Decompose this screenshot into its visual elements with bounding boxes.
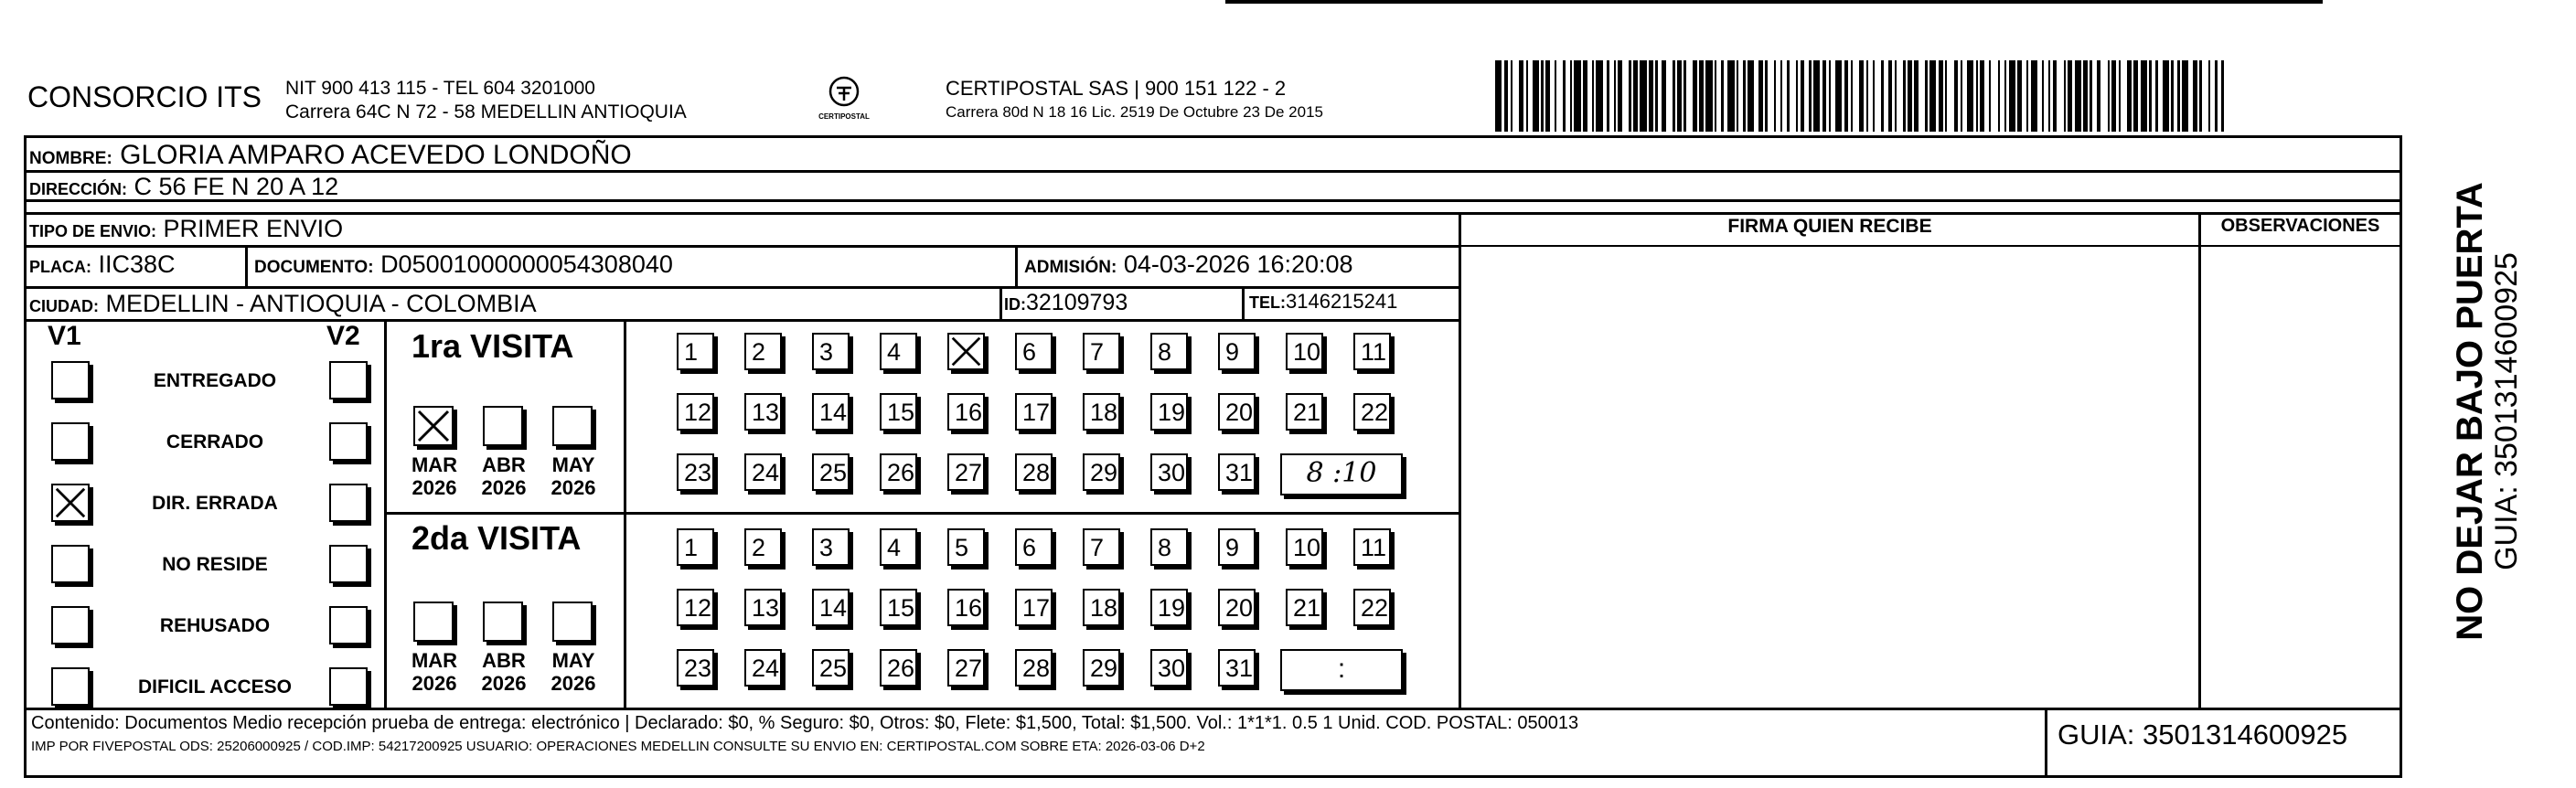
- day-box[interactable]: [947, 333, 985, 370]
- day-box[interactable]: 9: [1218, 333, 1256, 370]
- day-box[interactable]: 25: [812, 649, 850, 687]
- barcode-bar: [1673, 60, 1674, 132]
- barcode-bar: [1570, 60, 1572, 132]
- barcode-bar: [1596, 60, 1602, 132]
- day-box[interactable]: 13: [744, 393, 782, 431]
- day-box[interactable]: 28: [1015, 453, 1053, 491]
- day-box[interactable]: 6: [1015, 333, 1053, 370]
- day-box[interactable]: 19: [1150, 393, 1188, 431]
- barcode-bar: [2221, 60, 2223, 132]
- form-top-border: [24, 135, 2402, 138]
- footer-guia-divider: [2045, 708, 2047, 777]
- firma-area[interactable]: [1463, 249, 2195, 704]
- month-year: 2026: [412, 476, 457, 499]
- barcode-bar: [1721, 60, 1723, 132]
- visit-divider: [384, 512, 1459, 515]
- month-year: 2026: [481, 672, 527, 695]
- day-box[interactable]: 12: [677, 393, 714, 431]
- barcode-bar: [1925, 60, 1927, 132]
- day-box[interactable]: 22: [1353, 393, 1391, 431]
- direccion-label: DIRECCIÓN:: [29, 180, 127, 198]
- direccion-row: [29, 173, 338, 203]
- day-box[interactable]: 30: [1150, 649, 1188, 687]
- day-box[interactable]: 18: [1083, 393, 1120, 431]
- day-box[interactable]: 27: [947, 649, 985, 687]
- barcode-bar: [1607, 60, 1609, 132]
- observaciones-label: OBSERVACIONES: [2220, 216, 2380, 236]
- barcode-bar: [1866, 60, 1868, 132]
- side-line1: NO DEJAR BAJO PUERTA: [2450, 182, 2490, 641]
- month-label: [474, 649, 534, 695]
- time-field[interactable]: [1280, 453, 1403, 495]
- barcode-bar: [1592, 60, 1594, 132]
- day-box[interactable]: 21: [1286, 393, 1323, 431]
- barcode-bar: [1829, 60, 1831, 132]
- certipostal-logo: [812, 73, 876, 128]
- company-info-line2: Carrera 64C N 72 - 58 MEDELLIN ANTIOQUIA: [285, 101, 687, 122]
- day-box[interactable]: 11: [1353, 333, 1391, 370]
- day-box[interactable]: 31: [1218, 649, 1256, 687]
- carrier-info-line2: Carrera 80d N 18 16 Lic. 2519 De Octubre 23 De 2015: [946, 103, 1323, 121]
- day-box[interactable]: 29: [1083, 649, 1120, 687]
- time-value: 8 :10: [1306, 457, 1377, 489]
- x-mark: [949, 335, 983, 368]
- day-box[interactable]: 22: [1353, 589, 1391, 626]
- month-name: MAR: [411, 649, 458, 672]
- day-box[interactable]: 11: [1353, 528, 1391, 566]
- tipo-label: TIPO DE ENVIO:: [29, 222, 157, 240]
- barcode-bar: [1765, 60, 1767, 132]
- barcode-bar: [1541, 60, 1543, 132]
- barcode-bar: [1989, 60, 1991, 132]
- month-checkbox[interactable]: [483, 406, 523, 446]
- carrier-info-line1: CERTIPOSTAL SAS | 900 151 122 - 2: [946, 77, 1287, 100]
- carrier-info: [946, 77, 1323, 124]
- footer-line1: Contenido: Documentos Medio recepción prueba de entrega: electrónico | Declarado: $0, % Seguro: $0, Otros: $0, Flete: $1,500, Total: $1,500. Vol.: 1*1*1. 0.5 1 Unid. COD. POSTAL: 050013: [31, 713, 1579, 733]
- v2-checkbox[interactable]: [329, 667, 368, 706]
- month-name: ABR: [482, 649, 526, 672]
- barcode-bar: [1998, 60, 2000, 132]
- barcode-bar: [1705, 60, 1712, 132]
- barcode-bar: [2075, 60, 2081, 132]
- month-name: MAY: [551, 453, 595, 476]
- day-box[interactable]: 6: [1015, 528, 1053, 566]
- day-box[interactable]: 3: [812, 333, 850, 370]
- day-box[interactable]: 15: [880, 589, 917, 626]
- barcode-bar: [1614, 60, 1616, 132]
- barcode-bar: [2193, 60, 2197, 132]
- barcode-bar: [1519, 60, 1523, 132]
- day-box[interactable]: 14: [812, 589, 850, 626]
- day-box[interactable]: 7: [1083, 333, 1120, 370]
- side-line2: GUIA: 3501314600925: [2489, 252, 2524, 570]
- barcode-bar: [2042, 60, 2044, 132]
- day-box[interactable]: 4: [880, 528, 917, 566]
- barcode-bar: [1967, 60, 1973, 132]
- month-year: 2026: [550, 672, 596, 695]
- admision-value: 04-03-2026 16:20:08: [1123, 250, 1353, 278]
- day-box[interactable]: 19: [1150, 589, 1188, 626]
- ciudad-field: [29, 290, 537, 318]
- v2-label: V2: [326, 321, 360, 351]
- v1-checkbox[interactable]: [51, 606, 90, 644]
- barcode-bar: [2119, 60, 2121, 132]
- v1-checkbox[interactable]: [51, 361, 90, 399]
- admision-divider: [1015, 247, 1018, 288]
- barcode-bar: [1699, 60, 1704, 132]
- barcode-bar: [2133, 60, 2138, 132]
- barcode-bar: [1895, 60, 1897, 132]
- barcode: [1495, 60, 2222, 132]
- company-info-line1: NIT 900 413 115 - TEL 604 3201000: [285, 78, 595, 99]
- barcode-bar: [1961, 60, 1962, 132]
- barcode-bar: [1976, 60, 1978, 132]
- month-checkbox[interactable]: [413, 406, 454, 446]
- barcode-bar: [1774, 60, 1776, 132]
- nombre-value: GLORIA AMPARO ACEVEDO LONDOÑO: [120, 140, 632, 170]
- barcode-bar: [1715, 60, 1716, 132]
- logo-text: CERTIPOSTAL: [818, 112, 870, 121]
- day-box[interactable]: 20: [1218, 589, 1256, 626]
- day-box[interactable]: 4: [880, 333, 917, 370]
- ciudad-label: CIUDAD:: [29, 297, 99, 315]
- tipo-value: PRIMER ENVIO: [163, 215, 344, 242]
- status-label: CERRADO: [166, 431, 264, 453]
- nombre-label: NOMBRE:: [29, 149, 112, 168]
- barcode-bar: [1748, 60, 1754, 132]
- day-box[interactable]: 8: [1150, 528, 1188, 566]
- barcode-bar: [1822, 60, 1827, 132]
- v2-checkbox[interactable]: [329, 422, 368, 461]
- day-box[interactable]: 2: [744, 528, 782, 566]
- day-box[interactable]: 27: [947, 453, 985, 491]
- barcode-bar: [2064, 60, 2066, 132]
- barcode-bar: [1583, 60, 1587, 132]
- barcode-bar: [2208, 60, 2210, 132]
- day-box[interactable]: 9: [1218, 528, 1256, 566]
- month-name: MAY: [551, 649, 595, 672]
- barcode-bar: [1504, 60, 1509, 132]
- barcode-bar: [2097, 60, 2101, 132]
- placa-label: PLACA:: [29, 258, 91, 276]
- barcode-bar: [1835, 60, 1842, 132]
- barcode-bar: [1655, 60, 1657, 132]
- v1-checkbox[interactable]: [51, 422, 90, 461]
- barcode-bar: [2155, 60, 2157, 132]
- firma-label: FIRMA QUIEN RECIBE: [1727, 216, 1932, 237]
- day-box[interactable]: 25: [812, 453, 850, 491]
- time-value: :: [1337, 654, 1346, 684]
- form-left-border: [24, 137, 27, 777]
- day-box[interactable]: 31: [1218, 453, 1256, 491]
- month-column-border: [624, 321, 626, 708]
- month-name: MAR: [411, 453, 458, 476]
- signature-header-line: [1461, 245, 2400, 247]
- barcode-bar: [1844, 60, 1849, 132]
- barcode-bar: [1555, 60, 1556, 132]
- month-checkbox[interactable]: [552, 602, 593, 642]
- day-box[interactable]: 23: [677, 649, 714, 687]
- tel-divider: [1242, 288, 1245, 321]
- barcode-bar: [1851, 60, 1853, 132]
- month-label: [543, 453, 604, 499]
- top-edge: [1225, 0, 2323, 4]
- footer-text: [31, 711, 1578, 759]
- month-name: ABR: [482, 453, 526, 476]
- barcode-bar: [1618, 60, 1622, 132]
- signature-left-border: [1459, 212, 1461, 708]
- day-box[interactable]: 17: [1015, 589, 1053, 626]
- barcode-bar: [1903, 60, 1905, 132]
- barcode-bar: [1677, 60, 1682, 132]
- day-box[interactable]: 5: [947, 528, 985, 566]
- day-box[interactable]: 2: [744, 333, 782, 370]
- day-box[interactable]: 12: [677, 589, 714, 626]
- barcode-bar: [1914, 60, 1919, 132]
- day-box[interactable]: 21: [1286, 589, 1323, 626]
- barcode-bar: [2141, 60, 2147, 132]
- day-box[interactable]: 8: [1150, 333, 1188, 370]
- documento-value: D05001000000054308040: [380, 250, 673, 278]
- v1-checkbox[interactable]: [51, 667, 90, 706]
- visita2-title: 2da VISITA: [412, 519, 582, 557]
- barcode-bar: [2048, 60, 2050, 132]
- barcode-bar: [1727, 60, 1734, 132]
- footer-line2: IMP POR FIVEPOSTAL ODS: 25206000925 / COD.IMP: 54217200925 USUARIO: OPERACIONES MEDELLIN CONSULTE SU ENVIO EN: CERTIPOSTAL.COM SOBRE ETA: 2026-03-06 D+2: [31, 739, 1205, 754]
- day-box[interactable]: 24: [744, 649, 782, 687]
- placa-field: [29, 250, 176, 279]
- documento-field: [254, 250, 673, 279]
- documento-label: DOCUMENTO:: [254, 258, 374, 277]
- barcode-bar: [1649, 60, 1653, 132]
- barcode-bar: [1813, 60, 1820, 132]
- month-year: 2026: [550, 476, 596, 499]
- v2-checkbox[interactable]: [329, 361, 368, 399]
- day-box[interactable]: 1: [677, 333, 714, 370]
- month-year: 2026: [412, 672, 457, 695]
- day-box[interactable]: 23: [677, 453, 714, 491]
- day-box[interactable]: 1: [677, 528, 714, 566]
- month-label: [543, 649, 604, 695]
- barcode-bar: [2026, 60, 2028, 132]
- barcode-bar: [1859, 60, 1864, 132]
- barcode-bar: [1662, 60, 1666, 132]
- day-box[interactable]: 16: [947, 393, 985, 431]
- barcode-bar: [2108, 60, 2110, 132]
- month-label: [404, 453, 465, 499]
- day-box[interactable]: 17: [1015, 393, 1053, 431]
- day-box[interactable]: 13: [744, 589, 782, 626]
- day-box[interactable]: 28: [1015, 649, 1053, 687]
- barcode-bar: [1809, 60, 1811, 132]
- barcode-bar: [2177, 60, 2179, 132]
- barcode-bar: [2017, 60, 2022, 132]
- month-year: 2026: [481, 476, 527, 499]
- v2-checkbox[interactable]: [329, 545, 368, 583]
- nombre-row: [29, 140, 632, 171]
- day-box[interactable]: 3: [812, 528, 850, 566]
- id-label: ID:: [1004, 295, 1026, 314]
- barcode-bar: [1873, 60, 1875, 132]
- tel-field: [1249, 290, 1397, 314]
- observaciones-area[interactable]: [2203, 249, 2397, 704]
- barcode-bar: [2031, 60, 2037, 132]
- barcode-bar: [2163, 60, 2169, 132]
- barcode-bar: [1563, 60, 1565, 132]
- status-label: DIFICIL ACCESO: [137, 676, 292, 697]
- barcode-bar: [2111, 60, 2116, 132]
- admision-label: ADMISIÓN:: [1024, 258, 1117, 277]
- barcode-bar: [1743, 60, 1745, 132]
- barcode-bar: [1693, 60, 1697, 132]
- barcode-bar: [1545, 60, 1550, 132]
- barcode-bar: [1633, 60, 1638, 132]
- month-checkbox[interactable]: [552, 406, 593, 446]
- month-checkbox[interactable]: [413, 602, 454, 642]
- day-box[interactable]: 7: [1083, 528, 1120, 566]
- barcode-bar: [1640, 60, 1646, 132]
- barcode-bar: [1939, 60, 1943, 132]
- barcode-bar: [1533, 60, 1539, 132]
- barcode-bar: [2004, 60, 2006, 132]
- v2-checkbox[interactable]: [329, 484, 368, 522]
- observations-left-border: [2198, 212, 2201, 708]
- barcode-bar: [1511, 60, 1512, 132]
- placa-divider: [245, 247, 248, 288]
- barcode-bar: [1758, 60, 1763, 132]
- barcode-bar: [1945, 60, 1947, 132]
- day-box[interactable]: 15: [880, 393, 917, 431]
- placa-value: IIC38C: [98, 250, 176, 278]
- visita1-title: 1ra VISITA: [412, 327, 574, 365]
- ciudad-value: MEDELLIN - ANTIOQUIA - COLOMBIA: [105, 290, 537, 317]
- status-label: NO RESIDE: [162, 554, 268, 575]
- day-box[interactable]: 30: [1150, 453, 1188, 491]
- company-name: CONSORCIO ITS: [27, 80, 262, 113]
- form-right-border: [2400, 135, 2402, 777]
- day-box[interactable]: 26: [880, 453, 917, 491]
- tel-value: 3146215241: [1286, 290, 1398, 313]
- day-box[interactable]: 16: [947, 589, 985, 626]
- barcode-bar: [1801, 60, 1805, 132]
- id-value: 32109793: [1026, 290, 1128, 315]
- barcode-bar: [2171, 60, 2173, 132]
- tel-label: TEL:: [1249, 293, 1286, 312]
- month-label: [474, 453, 534, 499]
- v1-checkbox[interactable]: [51, 545, 90, 583]
- barcode-bar: [2090, 60, 2091, 132]
- barcode-bar: [2215, 60, 2217, 132]
- time-field[interactable]: [1280, 649, 1403, 691]
- v1-label: V1: [48, 321, 81, 351]
- barcode-bar: [1954, 60, 1959, 132]
- barcode-bar: [1683, 60, 1685, 132]
- barcode-bar: [1881, 60, 1883, 132]
- day-box[interactable]: 10: [1286, 528, 1323, 566]
- barcode-bar: [2127, 60, 2132, 132]
- row-line-4: [24, 245, 1459, 248]
- admision-field: [1024, 250, 1353, 279]
- barcode-bar: [2149, 60, 2151, 132]
- barcode-bar: [2053, 60, 2058, 132]
- row-line-3: [24, 212, 2402, 215]
- direccion-value: C 56 FE N 20 A 12: [134, 173, 339, 200]
- x-mark: [415, 408, 452, 444]
- barcode-bar: [1737, 60, 1738, 132]
- barcode-bar: [1787, 60, 1789, 132]
- barcode-bar: [1495, 60, 1502, 132]
- barcode-bar: [2182, 60, 2188, 132]
- v1-checkbox[interactable]: [51, 484, 90, 522]
- day-box[interactable]: 18: [1083, 589, 1120, 626]
- id-field: [1004, 290, 1128, 316]
- day-box[interactable]: 20: [1218, 393, 1256, 431]
- day-box[interactable]: 14: [812, 393, 850, 431]
- month-label: [404, 649, 465, 695]
- company-info: [285, 77, 687, 124]
- status-label: DIR. ERRADA: [152, 493, 278, 514]
- month-checkbox[interactable]: [483, 602, 523, 642]
- barcode-bar: [1780, 60, 1782, 132]
- status-label: ENTREGADO: [153, 370, 277, 391]
- status-label: REHUSADO: [159, 615, 271, 636]
- day-box[interactable]: 24: [744, 453, 782, 491]
- id-divider: [999, 288, 1002, 321]
- barcode-bar: [2083, 60, 2088, 132]
- footer-guia: GUIA: 3501314600925: [2058, 719, 2348, 751]
- barcode-bar: [1980, 60, 1984, 132]
- row-line-2: [24, 199, 2402, 202]
- barcode-bar: [1888, 60, 1893, 132]
- barcode-bar: [1574, 60, 1580, 132]
- day-box[interactable]: 26: [880, 649, 917, 687]
- barcode-bar: [2199, 60, 2201, 132]
- barcode-bar: [1908, 60, 1912, 132]
- day-box[interactable]: 29: [1083, 453, 1120, 491]
- barcode-bar: [1796, 60, 1798, 132]
- barcode-bar: [1929, 60, 1936, 132]
- barcode-bar: [1629, 60, 1630, 132]
- barcode-bar: [2009, 60, 2015, 132]
- x-mark: [53, 485, 88, 520]
- day-box[interactable]: 10: [1286, 333, 1323, 370]
- barcode-bar: [1526, 60, 1528, 132]
- v2-checkbox[interactable]: [329, 606, 368, 644]
- barcode-bar: [2068, 60, 2072, 132]
- tipo-row: [29, 215, 343, 243]
- logo-icon: [826, 73, 862, 110]
